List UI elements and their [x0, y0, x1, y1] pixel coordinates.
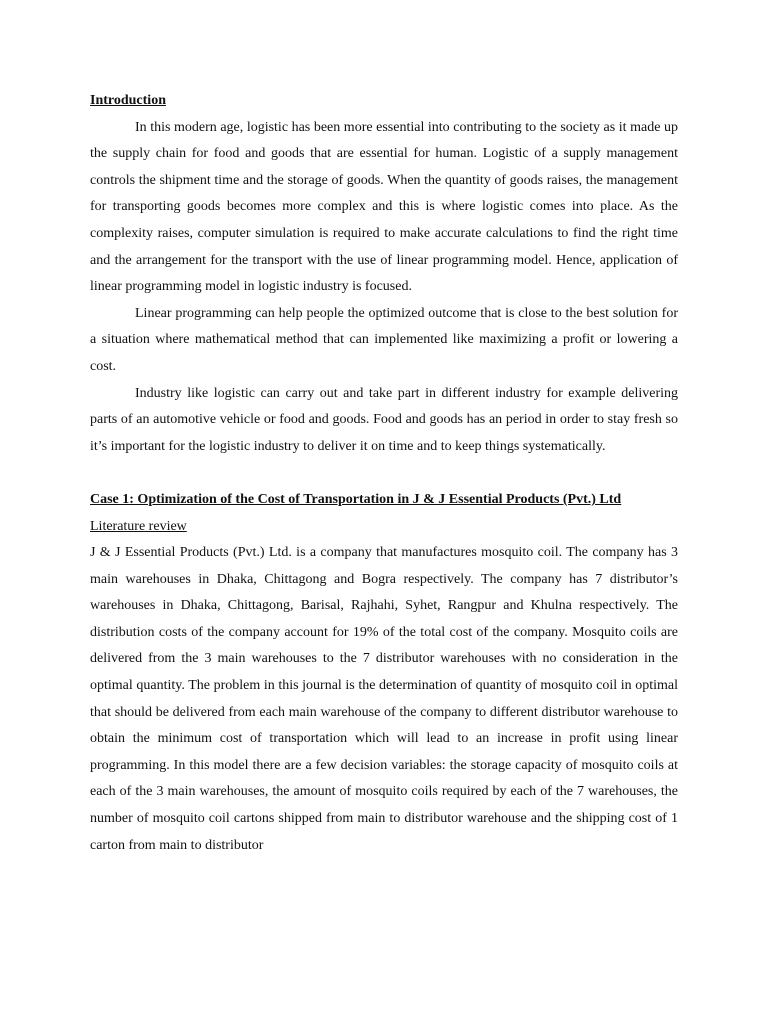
intro-paragraph-1: In this modern age, logistic has been more essential into contributing to the society as it made up the supply chain for food and goods that are essential for human. Logistic of a supply management controls the shipment time and the storage of goods. When the quantity of goods raises, the management for transporting goods becomes more complex and this is where logistic comes into place. As the complexity raises, computer simulation is required to make accurate calculations to find the right time and the arrangement for the transport with the use of linear programming model. Hence, application of linear programming model in logistic industry is focused.: [90, 119, 678, 295]
intro-paragraph-3: Industry like logistic can carry out and take part in different industry for example delivering parts of an automotive vehicle or food and goods. Food and goods has an period in order to stay fresh so it’s important for the logistic industry to deliver it on time and to keep things systematically.: [90, 385, 678, 454]
case1-paragraph: J & J Essential Products (Pvt.) Ltd. is a company that manufactures mosquito coil. The company has 3 main warehouses in Dhaka, Chittagong and Bogra respectively. The company has 7 distributor’s warehouses in Dhaka, Chittagong, Barisal, Rajhahi, Syhet, Rangpur and Khulna respectively. The distribution costs of the company account for 19% of the total cost of the company. Mosquito coils are delivered from the 3 main warehouses to the 7 distributor warehouses with no consideration in the optimal quantity. The problem in this journal is the determination of quantity of mosquito coil in optimal that should be delivered from each main warehouse of the company to different distributor warehouse to obtain the minimum cost of transportation which will lead to an increase in profit using linear programming. In this model there are a few decision variables: the storage capacity of mosquito coils at each of the 3 main warehouses, the amount of mosquito coils required by each of the 7 warehouses, the number of mosquito coil cartons shipped from main to distributor warehouse and the shipping cost of 1 carton from main to distributor: [90, 545, 678, 853]
literature-review-subheading: Literature review: [90, 518, 187, 534]
case1-heading: Case 1: Optimization of the Cost of Transportation in J & J Essential Products (Pvt.) Ltd: [90, 491, 622, 507]
section-spacer: [90, 460, 678, 487]
introduction-heading: Introduction: [90, 93, 166, 108]
intro-paragraph-2: Linear programming can help people the optimized outcome that is close to the best solution for a situation where mathematical method that can implemented like maximizing a profit or lowering a cost.: [90, 305, 678, 374]
document-page: [90, 88, 678, 859]
